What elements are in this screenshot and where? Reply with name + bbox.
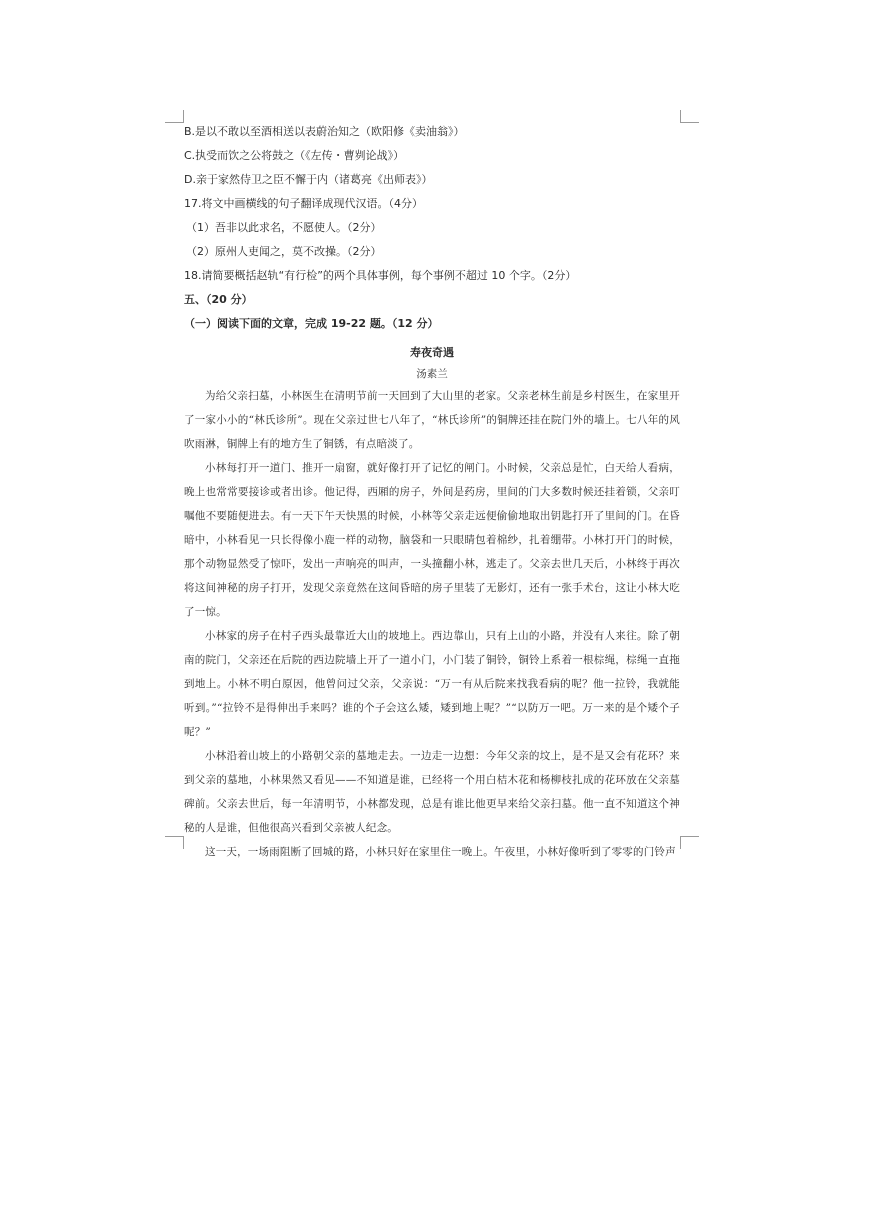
question-17-part-2: （2）原州人吏闻之，莫不改操。（2分） — [186, 245, 382, 258]
option-d: D.亲于家然侍卫之臣不懈于内（诸葛亮《出师表》） — [184, 173, 433, 186]
question-17-part-1: （1）吾非以此求名，不愿使人。（2分） — [186, 221, 382, 234]
crop-mark-top-right — [680, 110, 699, 123]
article-title: 寿夜奇遇 — [410, 346, 454, 359]
crop-mark-bottom-right — [680, 836, 699, 849]
crop-mark-bottom-left — [165, 836, 184, 849]
article-paragraph: 小林沿着山坡上的小路朝父亲的墓地走去。一边走一边想：今年父亲的坟上，是不是又会有花环？来到父亲的墓地，小林果然又看见——不知道是谁，已经将一个用白桔木花和杨柳枝扎成的花环放在父亲墓碑前。父亲去世后，每一年清明节，小林都发现，总是有谁比他更早来给父亲扫墓。他一直不知道这个神秘的人是谁，但他很高兴看到父亲被人纪念。 — [184, 750, 680, 834]
question-17: 17.将文中画横线的句子翻译成现代汉语。（4分） — [184, 197, 423, 210]
section-five-heading: 五、（20 分） — [184, 293, 253, 306]
option-c: C.执受而饮之公将鼓之（《左传・曹刿论战》） — [184, 149, 405, 162]
document-page — [184, 120, 680, 858]
article-paragraph: 为给父亲扫墓，小林医生在清明节前一天回到了大山里的老家。父亲老林生前是乡村医生，在家里开了一家小小的“林氏诊所”。现在父亲过世七八年了，“林氏诊所”的铜牌还挂在院门外的墙上。七八年的风吹雨淋，铜牌上有的地方生了铜锈，有点暗淡了。 — [184, 390, 680, 450]
part-one-instruction: （一）阅读下面的文章，完成 19-22 题。（12 分） — [184, 317, 439, 330]
article-paragraph: 小林每打开一道门、推开一扇窗，就好像打开了记忆的闸门。小时候，父亲总是忙，白天给人看病，晚上也常常要接诊或者出诊。他记得，西厢的房子，外间是药房，里间的门大多数时候还挂着锁，父亲叮嘱他不要随便进去。有一天下午天快黑的时候，小林等父亲走远便偷偷地取出钥匙打开了里间的门。在昏暗中，小林看见一只长得像小鹿一样的动物，脑袋和一只眼睛包着棉纱，扎着绷带。小林打开门的时候，那个动物显然受了惊吓，发出一声响亮的叫声，一头撞翻小林，逃走了。父亲去世几天后，小林终于再次将这间神秘的房子打开，发现父亲竟然在这间昏暗的房子里装了无影灯，还有一张手术台，这让小林大吃了一惊。 — [184, 462, 680, 618]
article-paragraph: 小林家的房子在村子西头最靠近大山的坡地上。西边靠山，只有上山的小路，并没有人来往。除了朝南的院门，父亲还在后院的西边院墙上开了一道小门，小门装了铜铃，铜铃上系着一根棕绳，棕绳一直拖到地上。小林不明白原因，他曾问过父亲，父亲说：“万一有从后院来找我看病的呢？他一拉铃，我就能听到。”“拉铃不是得伸出手来吗？谁的个子会这么矮，矮到地上呢？”“以防万一吧。万一来的是个矮个子呢？” — [184, 630, 680, 738]
question-18: 18.请简要概括赵轨“有行检”的两个具体事例，每个事例不超过 10 个字。（2分） — [184, 269, 577, 282]
option-b: B.是以不敢以至酒相送以表蔚治知之（欧阳修《卖油翁》） — [184, 125, 465, 138]
article-author: 汤素兰 — [416, 368, 448, 380]
article-paragraph: 这一天，一场雨阻断了回城的路，小林只好在家里住一晚上。午夜里，小林好像听到了零零的门铃声 — [205, 846, 676, 858]
crop-mark-top-left — [165, 110, 184, 123]
